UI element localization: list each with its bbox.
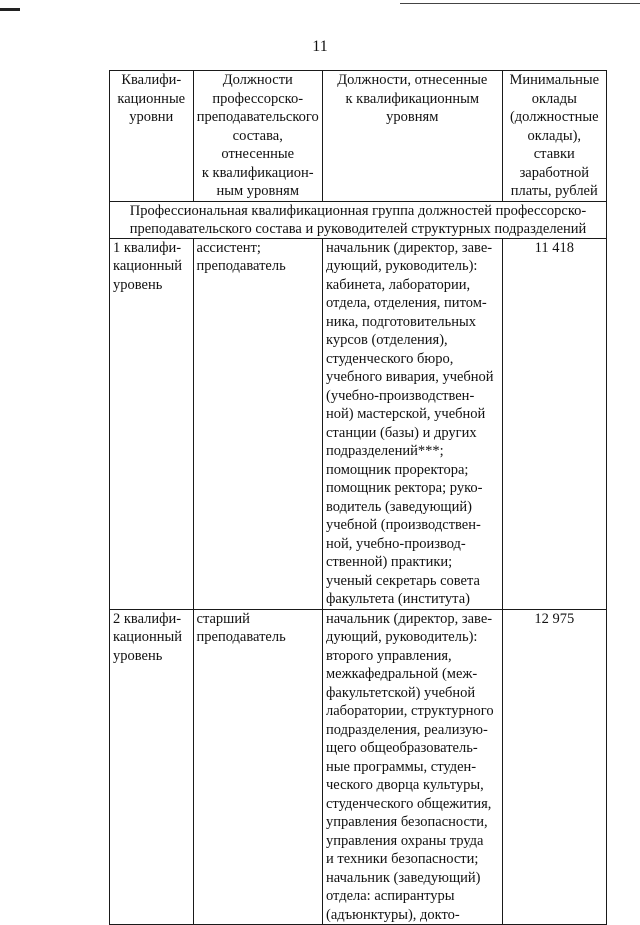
qualification-level-cell: 2 квалифи- кационный уровень [110,609,194,925]
table-header-row [110,71,607,202]
qualification-level-cell: 1 квалифи- кационный уровень [110,238,194,609]
header-qualification-levels: Квалифи- кационные уровни [110,71,194,202]
header-minimum-salaries: Минимальные оклады (должностные оклады), ставки заработной платы, рублей [502,71,606,202]
salary-cell: 11 418 [502,238,606,609]
assigned-posts-cell: начальник (директор, заве- дующий, руководитель): второго управления, межкафедральной (меж- факультетской) учебной лаборатории, структурного подразделения, реализую- щего общеобразователь- ные программы, студен- ческого дворца культуры, студенческого общежития, управления безопасности, управления охраны труда и техники безопасности; начальник (заведующий) отдела: аспирантуры (адъюнктуры), докто- [322,609,502,925]
salary-cell: 12 975 [502,609,606,925]
table-row [110,609,607,925]
group-title-row [110,201,607,238]
salary-table [109,70,607,925]
header-assigned-posts: Должности, отнесенные к квалификационным уровням [322,71,502,202]
page-number: 11 [312,38,328,55]
assigned-posts-cell: начальник (директор, заве- дующий, руководитель): кабинета, лаборатории, отдела, отделения, питом- ника, подготовительных курсов (отделения), студенческого бюро, учебного вивария, учебной (учебно-производствен- ной) мастерской, учебной станции (базы) и других подразделений***; помощник проректора; помощник ректора; руко- водитель (заведующий) учебной (производствен- ной, учебно-производ- ственной) практики; ученый секретарь совета факультета (института) [322,238,502,609]
scan-top-rule [400,3,640,4]
teaching-posts-cell: старший преподаватель [193,609,322,925]
teaching-posts-cell: ассистент; преподаватель [193,238,322,609]
table-row [110,238,607,609]
professional-group-title: Профессиональная квалификационная группа должностей профессорско- преподавательского состава и руководителей структурных подразделений [110,201,607,238]
scan-corner-mark [0,8,20,11]
header-teaching-posts: Должности профессорско- преподавательского состава, отнесенные к квалификацион- ным уровням [193,71,322,202]
